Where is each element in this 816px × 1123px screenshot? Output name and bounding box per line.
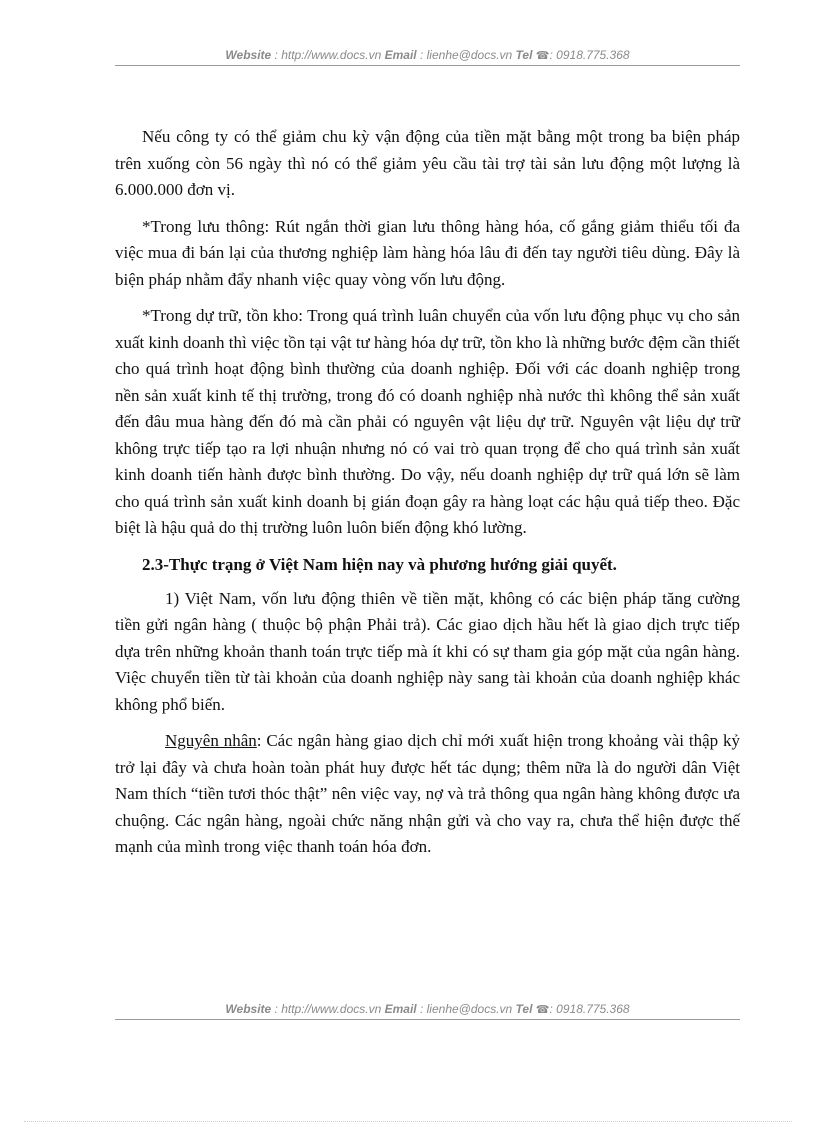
website-label: Website (225, 48, 272, 62)
tel-number: : 0918.775.368 (549, 1002, 630, 1016)
paragraph-vietnam-situation: 1) Việt Nam, vốn lưu động thiên về tiền mặt, không có các biện pháp tăng cường tiền gửi ngân hàng ( thuộc bộ phận Phải trả). Các giao dịch hầu hết là giao dịch trực tiếp dựa trên những khoản thanh toán trực tiếp mà ít khi có sự tham gia góp mặt của ngân hàng. Việc chuyển tiền từ tài khoản của doanh nghiệp này sang tài khoản của doanh nghiệp khác không phổ biến. (115, 588, 740, 714)
phone-icon: ☎ (535, 1004, 550, 1016)
page-edge-divider (24, 1121, 792, 1122)
cause-label: Nguyên nhân (165, 731, 257, 750)
tel-label: Tel (515, 48, 533, 62)
website-label: Website (225, 1002, 272, 1016)
email-address[interactable]: : lienhe@docs.vn (419, 1002, 513, 1016)
tel-number: : 0918.775.368 (549, 48, 630, 62)
tel-label: Tel (515, 1002, 533, 1016)
paragraph-circulation: *Trong lưu thông: Rút ngắn thời gian lưu thông hàng hóa, cố gắng giảm thiểu tối đa việc mua đi bán lại của thương nghiệp làm hàng hóa lâu đi đến tay người tiêu dùng. Đây là biện pháp nhằm đẩy nhanh việc quay vòng vốn lưu động. (115, 216, 740, 289)
phone-icon: ☎ (535, 50, 550, 62)
cause-text: : Các ngân hàng giao dịch chỉ mới xuất hiện trong khoảng vài thập kỷ trở lại đây và chưa hoàn toàn phát huy được hết tác dụng; thêm nữa là do người dân Việt Nam thích “tiền tươi thóc thật” nên việc vay, nợ và trả thông qua ngân hàng không được ưa chuộng. Các ngân hàng, ngoài chức năng nhận gửi và cho vay ra, chưa thể hiện được thế mạnh của mình trong việc thanh toán hóa đơn. (115, 731, 740, 856)
website-url[interactable]: : http://www.docs.vn (274, 1002, 382, 1016)
paragraph-inventory: *Trong dự trữ, tồn kho: Trong quá trình luân chuyển của vốn lưu động phục vụ cho sản xuất kinh doanh thì việc tồn tại vật tư hàng hóa dự trữ, tồn kho là những bước đệm cần thiết cho quá trình hoạt động bình thường của doanh nghiệp. Đối với các doanh nghiệp trong nền sản xuất kinh tế thị trường, trong đó có doanh nghiệp nhà nước thì không thể sản xuất đến đâu mua hàng đến đó mà cần phải có nguyên vật liệu dự trữ. Nguyên vật liệu dự trữ không trực tiếp tạo ra lợi nhuận nhưng nó có vai trò quan trọng để cho quá trình sản xuất kinh doanh tiến hành được bình thường. Do vậy, nếu doanh nghiệp dự trữ quá lớn sẽ làm cho quá trình sản xuất kinh doanh bị gián đoạn gây ra hàng loạt các hậu quả tiếp theo. Đặc biệt là hậu quả do thị trường luôn luôn biến động khó lường. (115, 306, 740, 537)
website-url[interactable]: : http://www.docs.vn (274, 48, 382, 62)
email-address[interactable]: : lienhe@docs.vn (419, 48, 513, 62)
email-label: Email (384, 48, 417, 62)
document-body (115, 124, 740, 871)
page-footer (115, 1002, 740, 1020)
email-label: Email (384, 1002, 417, 1016)
paragraph-cause (115, 728, 740, 861)
page-header (115, 48, 740, 66)
paragraph-cash-cycle: Nếu công ty có thể giảm chu kỳ vận động của tiền mặt bằng một trong ba biện pháp trên xuống còn 56 ngày thì nó có thể giảm yêu cầu tài trợ tài sản lưu động một lượng là 6.000.000 đơn vị. (115, 127, 740, 199)
section-heading: 2.3-Thực trạng ở Việt Nam hiện nay và phương hướng giải quyết. (142, 554, 617, 574)
